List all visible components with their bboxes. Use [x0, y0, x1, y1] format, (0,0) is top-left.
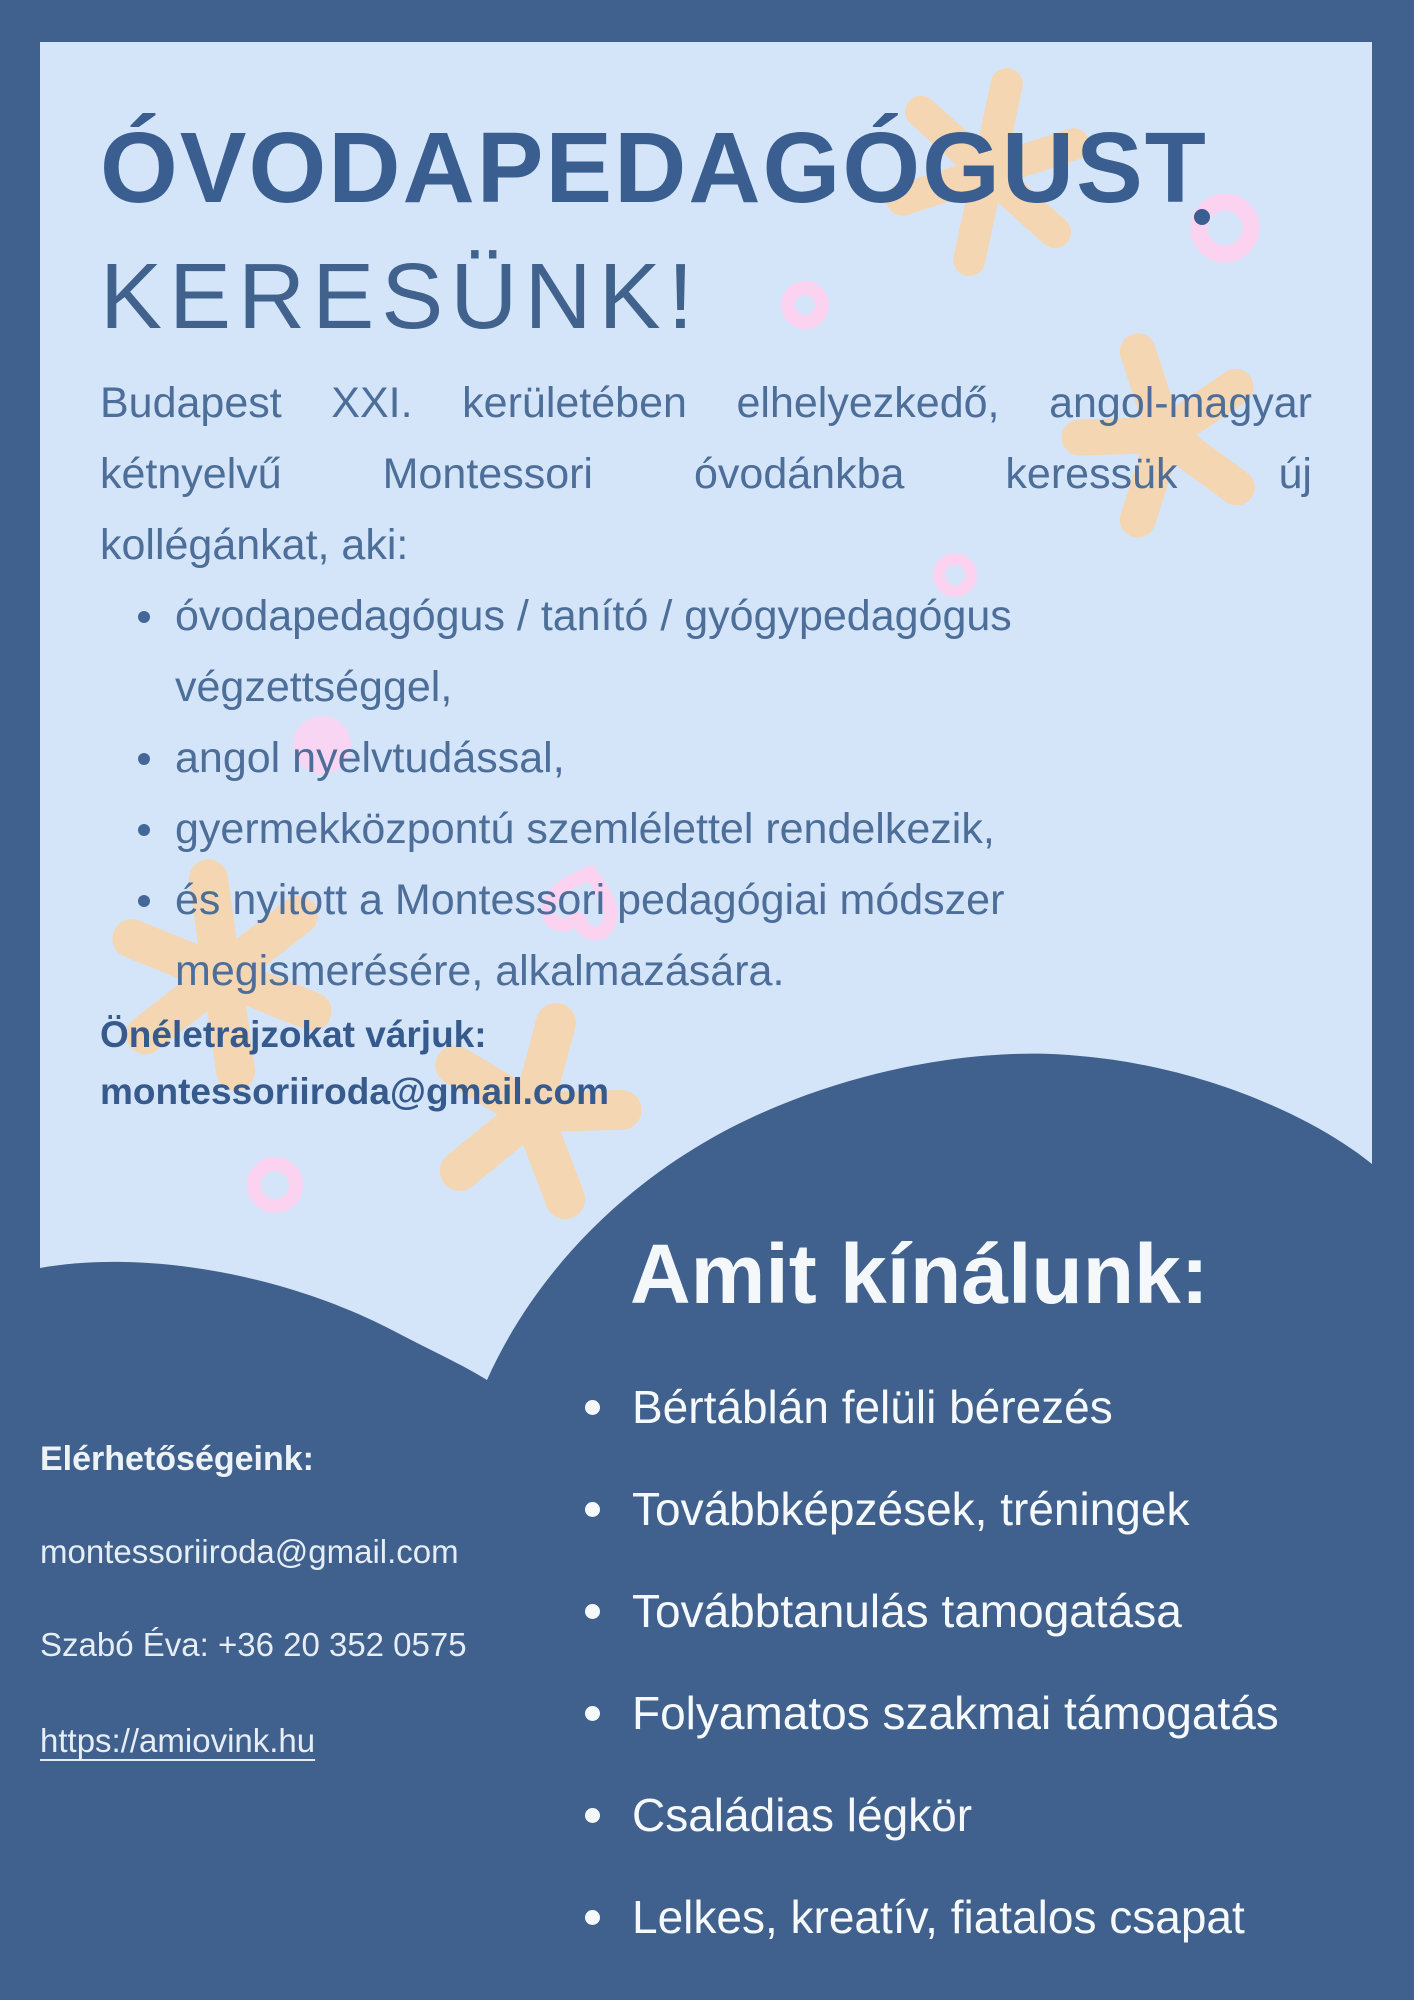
offer-item: Továbbképzések, tréningek — [585, 1458, 1385, 1560]
contact-website — [40, 1722, 315, 1760]
website-link[interactable]: https://amiovink.hu — [40, 1722, 316, 1759]
contact-phone: Szabó Éva: +36 20 352 0575 — [40, 1626, 467, 1663]
offer-list — [585, 1356, 1385, 1968]
contact-email: montessoriiroda@gmail.com — [40, 1533, 459, 1570]
contact-label: Elérhetőségeink: — [40, 1440, 314, 1478]
offer-item: Továbbtanulás tamogatása — [585, 1560, 1385, 1662]
requirement-item: gyermekközpontú szemlélettel rendelkezik, — [100, 794, 1312, 865]
cv-call-to-action — [100, 1006, 900, 1120]
offer-heading: Amit kínálunk: — [630, 1227, 1209, 1321]
headline-line1: ÓVODAPEDAGÓGUST — [100, 112, 1208, 224]
intro-and-requirements — [100, 368, 1312, 1007]
intro-line: Budapest XXI. kerületében elhelyezkedő, angol-magyar — [100, 379, 1312, 427]
requirement-item: óvodapedagógus / tanító / gyógypedagógus végzettséggel, — [100, 581, 1312, 723]
intro-line: kollégánkat, aki: — [100, 521, 409, 569]
offer-item: Családias légkör — [585, 1764, 1385, 1866]
offer-item: Bértáblán felüli bérezés — [585, 1356, 1385, 1458]
cv-email: montessoriiroda@gmail.com — [100, 1071, 609, 1112]
offer-item: Lelkes, kreatív, fiatalos csapat — [585, 1866, 1385, 1968]
cv-label: Önéletrajzokat várjuk: — [100, 1014, 487, 1055]
offer-item: Folyamatos szakmai támogatás — [585, 1662, 1385, 1764]
headline-line2: KERESÜNK! — [100, 244, 701, 348]
intro-line: kétnyelvű Montessori óvodánkba keressük új — [100, 450, 1312, 498]
requirement-item: és nyitott a Montessori pedagógiai módszer megismerésére, alkalmazására. — [100, 865, 1312, 1007]
requirements-list — [100, 581, 1312, 1007]
requirement-item: angol nyelvtudással, — [100, 723, 1312, 794]
